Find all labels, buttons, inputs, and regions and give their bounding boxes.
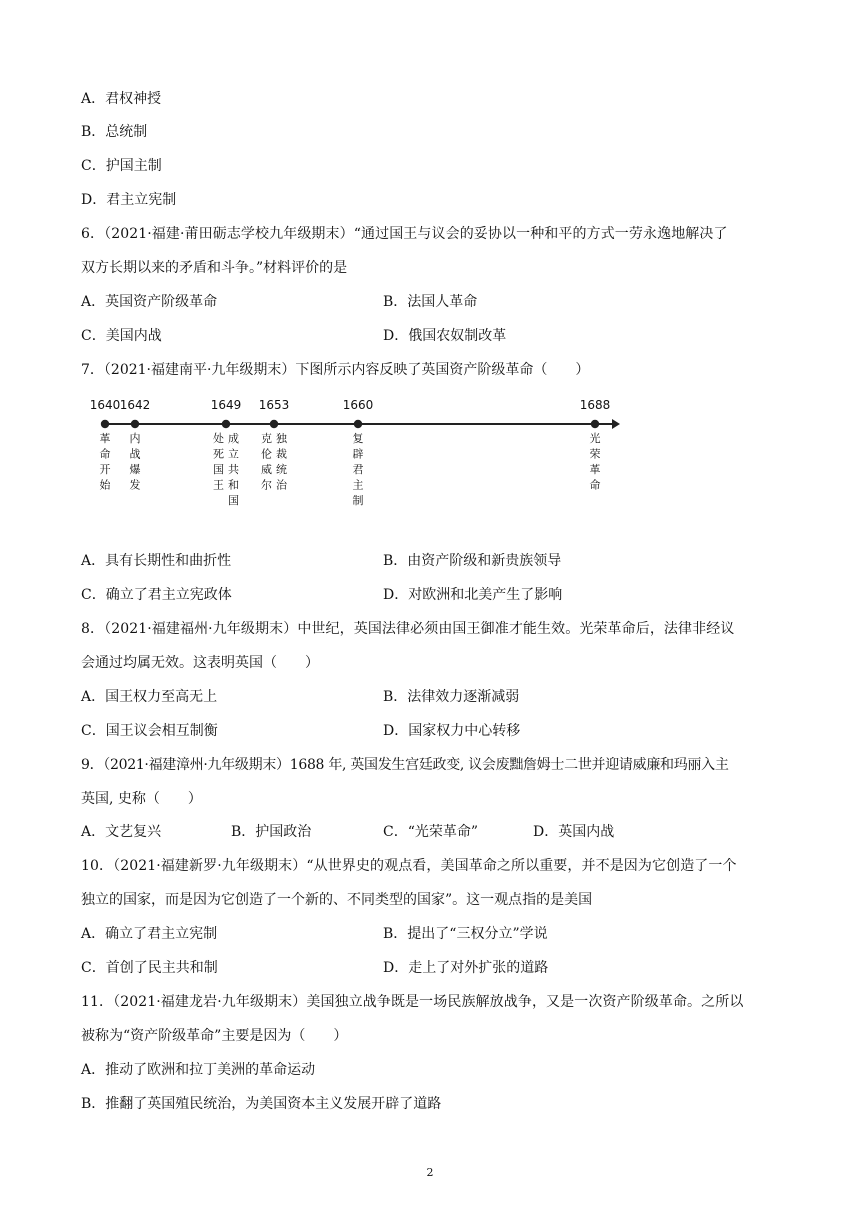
q5-option-c: C．护国主制 — [81, 158, 162, 174]
timeline-point-1660 — [354, 420, 362, 428]
q8-stem-line1: 8．（2021·福建福州·九年级期末）中世纪，英国法律必须由国王御准才能生效。光荣革命后，法律非经议 — [81, 621, 735, 637]
q10-option-d: D．走上了对外扩张的道路 — [383, 960, 549, 976]
q6-option-c: C．美国内战 — [81, 328, 162, 344]
q7-option-b: B．由资产阶级和新贵族领导 — [383, 553, 562, 569]
q10-option-c: C．首创了民主共和制 — [81, 960, 218, 976]
q5-option-a: A．君权神授 — [81, 91, 162, 107]
timeline-marks — [90, 398, 611, 507]
q8-stem-line2: 会通过均属无效。这表明英国（ ） — [81, 655, 319, 671]
q6-option-a: A．英国资产阶级革命 — [81, 294, 218, 310]
timeline-event-1649-1: 成立共和国 — [228, 432, 239, 507]
timeline-year-1649: 1649 — [210, 398, 242, 412]
q10-stem-line1: 10．（2021·福建新罗·九年级期末）“从世界史的观点看，美国革命之所以重要，并不是因为它创造了一个 — [81, 858, 737, 874]
q10-option-a: A．确立了君主立宪制 — [81, 926, 218, 942]
q7-option-a: A．具有长期性和曲折性 — [81, 553, 232, 569]
timeline-point-1653 — [270, 420, 278, 428]
timeline-event-1642: 内战爆发 — [129, 432, 141, 492]
q9-option-d: D．英国内战 — [533, 824, 615, 840]
q10-option-b: B．提出了“三权分立”学说 — [383, 926, 548, 942]
q8-option-d: D．国家权力中心转移 — [383, 723, 521, 739]
q8-option-c: C．国王议会相互制衡 — [81, 723, 218, 739]
timeline-event-1649-2: 处死国王 — [213, 432, 224, 492]
timeline-year-1640: 1640 — [89, 398, 121, 412]
q9-option-a: A．文艺复兴 — [81, 824, 162, 840]
timeline-year-1688: 1688 — [579, 398, 611, 412]
timeline-event-1653-2: 克伦威尔 — [261, 432, 272, 492]
timeline-point-1688 — [591, 420, 599, 428]
timeline-event-1640: 革命开始 — [99, 432, 111, 492]
page-number: 2 — [426, 1166, 434, 1179]
timeline-arrow-head — [612, 419, 620, 429]
q8-option-b: B．法律效力逐渐减弱 — [383, 689, 520, 705]
q7-option-d: D．对欧洲和北美产生了影响 — [383, 587, 563, 603]
q11-option-b: B．推翻了英国殖民统治，为美国资本主义发展开辟了道路 — [81, 1096, 442, 1112]
timeline-year-1642: 1642 — [119, 398, 151, 412]
q5-option-d: D．君主立宪制 — [81, 192, 177, 208]
timeline-point-1649 — [222, 420, 230, 428]
timeline-point-1642 — [131, 420, 139, 428]
timeline-diagram — [84, 393, 624, 528]
q6-option-b: B．法国人革命 — [383, 294, 478, 310]
q6-option-d: D．俄国农奴制改革 — [383, 328, 507, 344]
q9-stem-line1: 9．（2021·福建漳州·九年级期末）1688 年, 英国发生宫廷政变, 议会废黜詹姆士二世并迎请威廉和玛丽入主 — [81, 757, 729, 773]
q8-option-a: A．国王权力至高无上 — [81, 689, 218, 705]
q9-stem-line2: 英国, 史称（ ） — [81, 791, 202, 807]
q9-option-b: B．护国政治 — [231, 824, 312, 840]
q6-stem-line2: 双方长期以来的矛盾和斗争。”材料评价的是 — [81, 260, 348, 276]
timeline-year-1653: 1653 — [258, 398, 290, 412]
q9-option-c: C．“光荣革命” — [383, 824, 479, 840]
q7-option-c: C．确立了君主立宪政体 — [81, 587, 232, 603]
timeline-year-1660: 1660 — [342, 398, 374, 412]
q11-stem-line1: 11．（2021·福建龙岩·九年级期末）美国独立战争既是一场民族解放战争，又是一次资产阶级革命。之所以 — [81, 994, 744, 1010]
q6-stem-line1: 6．（2021·福建·莆田砺志学校九年级期末）“通过国王与议会的妥协以一种和平的方式一劳永逸地解决了 — [81, 226, 728, 242]
q5-option-b: B．总统制 — [81, 124, 148, 140]
q11-stem-line2: 被称为“资产阶级革命”主要是因为（ ） — [81, 1028, 348, 1044]
q7-stem: 7．（2021·福建南平·九年级期末）下图所示内容反映了英国资产阶级革命（ ） — [81, 362, 590, 378]
timeline-event-1688: 光荣革命 — [589, 432, 601, 492]
timeline-point-1640 — [101, 420, 109, 428]
q11-option-a: A．推动了欧洲和拉丁美洲的革命运动 — [81, 1062, 316, 1078]
timeline-event-1660: 复辟君主制 — [352, 432, 364, 507]
q10-stem-line2: 独立的国家，而是因为它创造了一个新的、不同类型的国家”。这一观点指的是美国 — [81, 892, 593, 908]
timeline-event-1653-1: 独裁统治 — [276, 432, 287, 492]
